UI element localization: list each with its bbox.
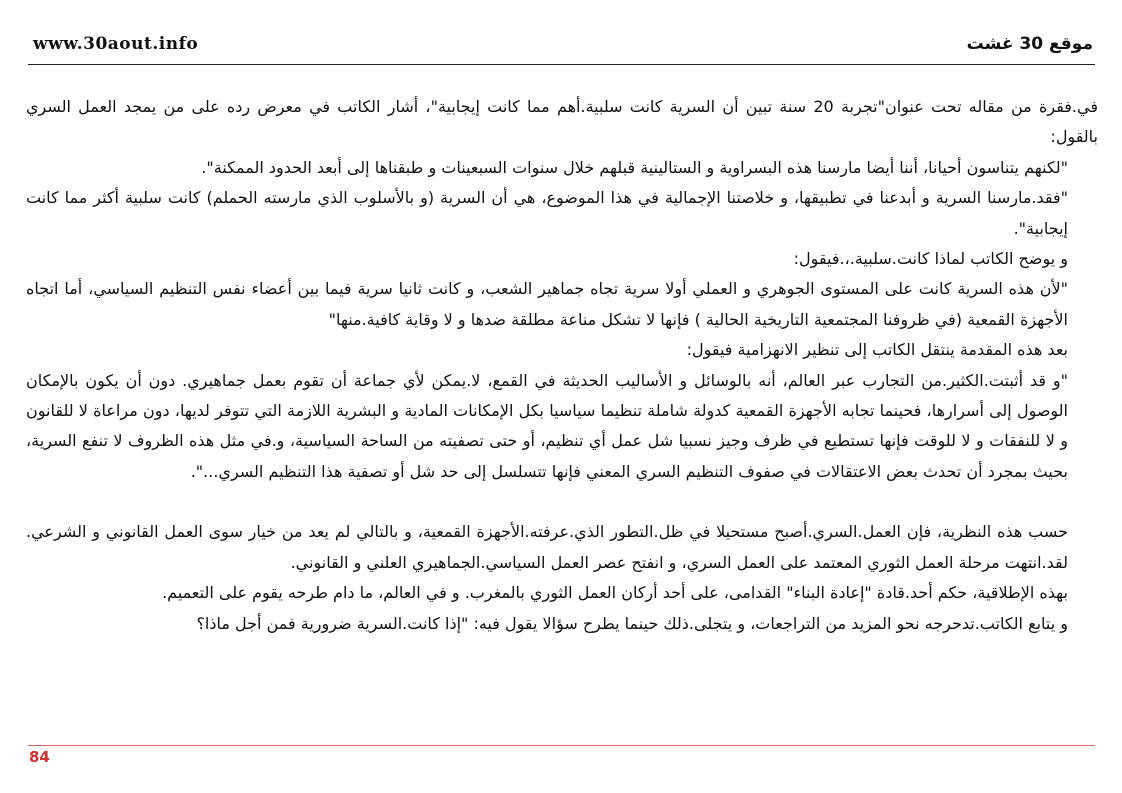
site-name: موقع 30 غشت [966, 34, 1093, 54]
paragraph: بهذه الإطلاقية، حكم أحد.قادة "إعادة البناء" القدامى، على أحد أركان العمل الثوري بالمغرب. و في العالم، ما دام طرحه يقوم على التعميم. [162, 583, 1068, 603]
paragraph: و يتابع الكاتب.تدحرجه نحو المزيد من التراجعات، و يتجلى.ذلك حينما يطرح سؤالا يقول فيه: "إذا كانت.السرية ضرورية فمن أجل ماذا؟ [196, 613, 1068, 633]
paragraph: حسب هذه النظرية، فإن العمل.السري.أصبح مستحيلا في ظل.التطور الذي.عرفته.الأجهزة القمعية، و بالتالي لم يعد من خيار سوى العمل القانوني و الشرعي. لقد.انتهت مرحلة العمل الثوري المعتمد على العمل السري، و انفتح عصر العمل السياسي.الجماهيري العلني و القانوني. [26, 522, 1068, 572]
page-header [28, 32, 1095, 65]
paragraph: و يوضح الكاتب لماذا كانت.سلبية.،.فيقول: [793, 249, 1068, 269]
quote-paragraph: "فقد.مارسنا السرية و أبدعنا في تطبيقها، و خلاصتنا الإجمالية في هذا الموضوع، هي أن السرية (و بالأسلوب الذي مارسته الحملم) كانت سلبية أكثر مما كانت إيجابية". [26, 188, 1068, 238]
paragraph: بعد هذه المقدمة ينتقل الكاتب إلى تنظير الانهزامية فيقول: [686, 340, 1068, 360]
paragraph: في.فقرة من مقاله تحت عنوان"تجربة 20 سنة تبين أن السرية كانت سلبية.أهم مما كانت إيجابية"، أشار الكاتب في معرض رده على من يمجد العمل السري بالقول: [26, 97, 1099, 147]
quote-paragraph: "و قد أثبتت.الكثير.من التجارب عبر العالم، أنه بالوسائل و الأساليب الحديثة في القمع، لا.يمكن لأي جماعة أن تقوم بعمل جماهيري. دون أن يكون بالإمكان الوصول إلى أسرارها، فحينما تجابه الأجهزة القمعية كدولة شاملة تنظيما سياسيا بكل الإمكانات المادية و البشرية اللازمة التي تتوفر لديها، دون مراعاة لا للقانون و لا للنفقات و لا للوقت فإنها تستطيع في ظرف وجيز نسبيا شل عمل أي تنظيم، أو حتى تصفيته من الساحة السياسية، و.في مثل هذه الظروف لا تنفع السرية، بحيث بمجرد أن تحدث بعض الاعتقالات في صفوف التنظيم السري المعني فإنها تتسلسل إلى حد شل أو تصفية هذا التنظيم السري...". [26, 370, 1068, 481]
site-url: www.30aout.info [33, 34, 199, 54]
quote-paragraph: "لأن هذه السرية كانت على المستوى الجوهري و العملي أولا سرية تجاه جماهير الشعب، و كانت ثانيا سرية فيما بين أعضاء نفس التنظيم السياسي، أما اتجاه الأجهزة القمعية (في ظروفنا المجتمعية التاريخية الحالية ) فإنها لا تشكل مناعة مطلقة ضدها و لا وقاية كافية.منها" [26, 279, 1068, 329]
footer-rule [28, 745, 1095, 746]
quote-paragraph: "لكنهم يتناسون أحيانا، أننا أيضا مارسنا هذه البسراوية و الستالينية قبلهم خلال سنوات السبعينات و طبقناها إلى أبعد الحدود الممكنة". [201, 157, 1068, 177]
page-number: 84 [29, 748, 50, 766]
article-body [26, 92, 1098, 639]
